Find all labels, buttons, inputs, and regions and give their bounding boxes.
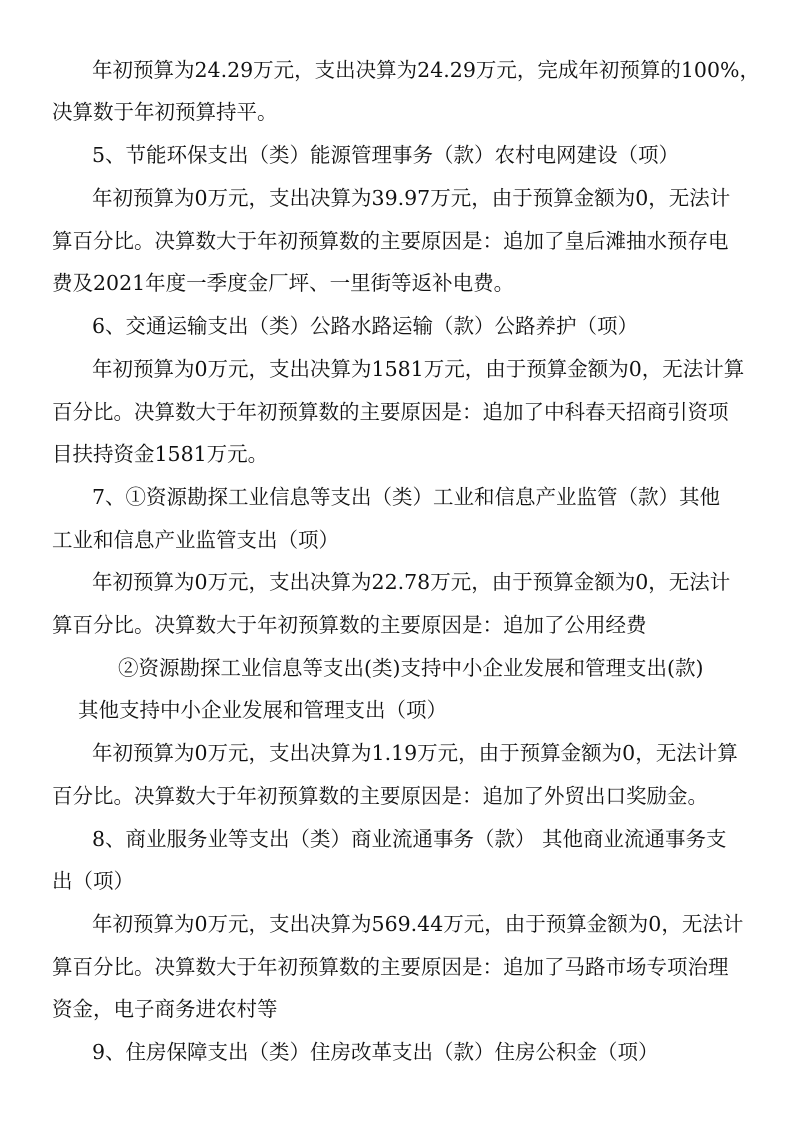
paragraph-line: 百分比。决算数大于年初预算数的主要原因是：追加了中科春天招商引资项 xyxy=(52,400,729,424)
paragraph-line: 算百分比。决算数大于年初预算数的主要原因是：追加了皇后滩抽水预存电 xyxy=(52,229,729,253)
paragraph-line: 算百分比。决算数大于年初预算数的主要原因是：追加了马路市场专项治理 xyxy=(52,955,729,979)
paragraph-line: 百分比。决算数大于年初预算数的主要原因是：追加了外贸出口奖励金。 xyxy=(52,784,708,808)
paragraph-line: 年初预算为0万元，支出决算为569.44万元，由于预算金额为0，无法计 xyxy=(92,912,744,936)
paragraph-line: 年初预算为24.29万元，支出决算为24.29万元，完成年初预算的100%， xyxy=(92,58,760,82)
section-heading-7: 7、①资源勘探工业信息等支出（类）工业和信息产业监管（款）其他 xyxy=(92,485,721,509)
section-heading-8: 8、商业服务业等支出（类）商业流通事务（款） 其他商业流通事务支 xyxy=(92,827,727,851)
section-heading-8-cont: 出（项） xyxy=(52,869,134,893)
paragraph-line: 费及2021年度一季度金厂坪、一里街等返补电费。 xyxy=(52,271,515,295)
paragraph-line: 目扶持资金1581万元。 xyxy=(52,442,269,466)
paragraph-line: 算百分比。决算数大于年初预算数的主要原因是：追加了公用经费 xyxy=(52,613,647,637)
paragraph-line: 年初预算为0万元，支出决算为22.78万元，由于预算金额为0，无法计 xyxy=(92,570,731,594)
subsection-heading-7-2-cont: 其他支持中小企业发展和管理支出（项） xyxy=(78,698,447,722)
paragraph-line: 年初预算为0万元，支出决算为1581万元，由于预算金额为0，无法计算 xyxy=(92,357,745,381)
section-heading-6: 6、交通运输支出（类）公路水路运输（款）公路养护（项） xyxy=(92,314,639,338)
section-heading-7-cont: 工业和信息产业监管支出（项） xyxy=(52,528,339,552)
paragraph-line: 资金，电子商务进农村等 xyxy=(52,997,278,1021)
paragraph-line: 年初预算为0万元，支出决算为39.97万元，由于预算金额为0，无法计 xyxy=(92,186,731,210)
section-heading-5: 5、节能环保支出（类）能源管理事务（款）农村电网建设（项） xyxy=(92,143,680,167)
paragraph-line: 年初预算为0万元，支出决算为1.19万元，由于预算金额为0，无法计算 xyxy=(92,741,738,765)
section-heading-9: 9、住房保障支出（类）住房改革支出（款）住房公积金（项） xyxy=(92,1040,659,1064)
subsection-heading-7-2: ②资源勘探工业信息等支出(类)支持中小企业发展和管理支出(款) xyxy=(118,656,704,680)
paragraph-line: 决算数于年初预算持平。 xyxy=(52,100,278,124)
